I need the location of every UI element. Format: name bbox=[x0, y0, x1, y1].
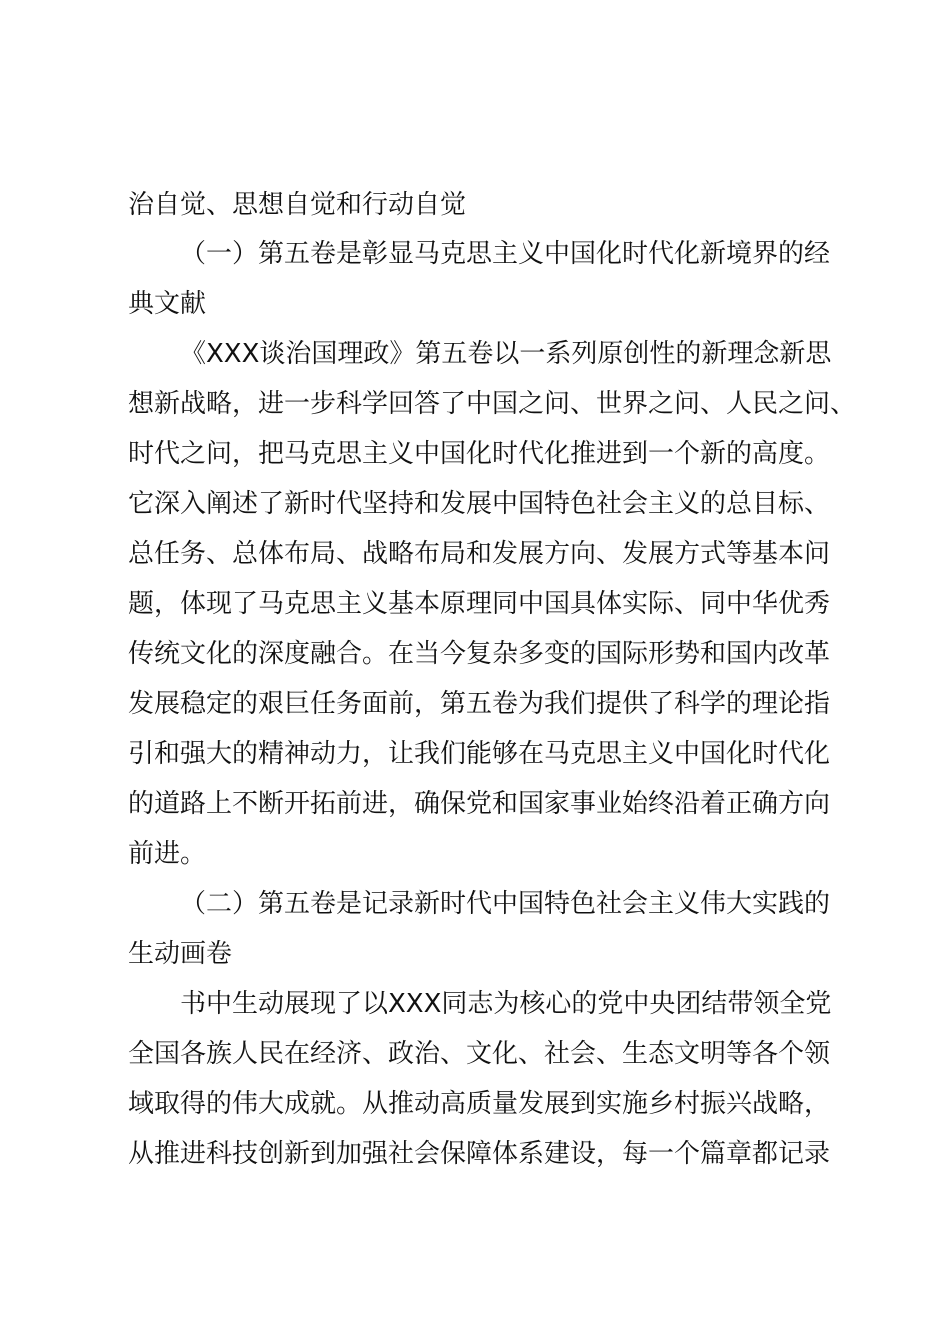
section-heading-1: （一）第五卷是彰显马克思主义中国化时代化新境界的经 bbox=[180, 239, 831, 269]
paragraph-1-line: 题，体现了马克思主义基本原理同中国具体实际、同中华优秀 bbox=[128, 589, 831, 619]
paragraph-2-line: 书中生动展现了以XXX同志为核心的党中央团结带领全党 bbox=[180, 989, 832, 1019]
paragraph-2-line: 全国各族人民在经济、政治、文化、社会、生态文明等各个领 bbox=[128, 1039, 831, 1069]
paragraph-1-line: 想新战略，进一步科学回答了中国之问、世界之问、人民之问、 bbox=[128, 389, 857, 419]
paragraph-2-line: 域取得的伟大成就。从推动高质量发展到实施乡村振兴战略， bbox=[128, 1089, 831, 1119]
paragraph-2-line: 从推进科技创新到加强社会保障体系建设，每一个篇章都记录 bbox=[128, 1139, 831, 1169]
paragraph-1-line: 它深入阐述了新时代坚持和发展中国特色社会主义的总目标、 bbox=[128, 489, 831, 519]
section-heading-2: （二）第五卷是记录新时代中国特色社会主义伟大实践的 bbox=[180, 889, 831, 919]
paragraph-1-line: 传统文化的深度融合。在当今复杂多变的国际形势和国内改革 bbox=[128, 639, 831, 669]
paragraph-1-line: 发展稳定的艰巨任务面前，第五卷为我们提供了科学的理论指 bbox=[128, 689, 831, 719]
paragraph-1-line: 总任务、总体布局、战略布局和发展方向、发展方式等基本问 bbox=[128, 539, 831, 569]
paragraph-1-line: 前进。 bbox=[128, 839, 207, 869]
paragraph-1-line: 引和强大的精神动力，让我们能够在马克思主义中国化时代化 bbox=[128, 739, 831, 769]
section-heading-2-cont: 生动画卷 bbox=[128, 939, 233, 969]
paragraph-1-line: 时代之问，把马克思主义中国化时代化推进到一个新的高度。 bbox=[128, 439, 831, 469]
section-heading-1-cont: 典文献 bbox=[128, 289, 207, 319]
paragraph-1-line: 的道路上不断开拓前进，确保党和国家事业始终沿着正确方向 bbox=[128, 789, 831, 819]
paragraph-1-line: 《XXX谈治国理政》第五卷以一系列原创性的新理念新思 bbox=[180, 339, 832, 369]
text-line: 治自觉、思想自觉和行动自觉 bbox=[128, 190, 467, 220]
